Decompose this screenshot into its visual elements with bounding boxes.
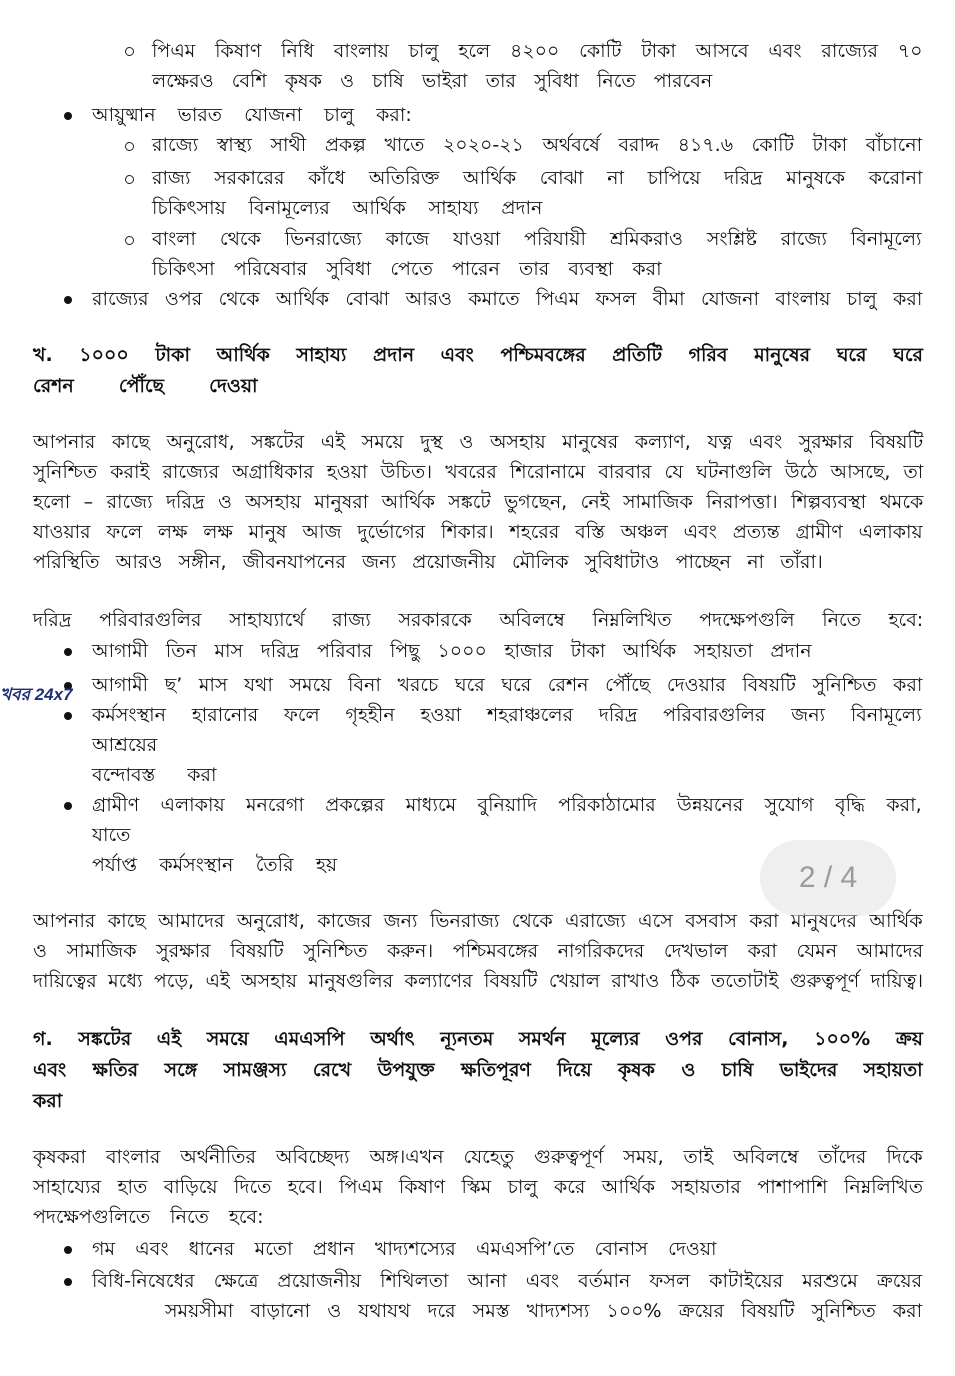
sub-bullet-marker — [125, 142, 134, 151]
section-heading: গ. সঙ্কটের এই সময়ে এমএসপি অর্থাৎ ন্যূনতম সমর্থন মূল্যের ওপর বোনাস, ১০০% ক্রয় — [33, 1028, 923, 1050]
section-heading: রেশন পৌঁছে দেওয়া — [33, 375, 258, 397]
text-line: আগামী তিন মাস দরিদ্র পরিবার পিছু ১০০০ হাজার টাকা আর্থিক সহায়তা প্রদান — [92, 640, 812, 662]
section-heading: করা — [33, 1090, 63, 1112]
text-line: কর্মসংস্থান হারানোর ফলে গৃহহীন হওয়া শহরাঞ্চলের দরিদ্র পরিবারগুলির জন্য বিনামূল্যে — [92, 704, 922, 726]
text-line: লক্ষেরও বেশি কৃষক ও চাষি ভাইরা তার সুবিধা নিতে পারবেন — [152, 70, 713, 92]
bullet-marker — [64, 802, 72, 810]
paragraph-line: আপনার কাছে আমাদের অনুরোধ, কাজের জন্য ভিনরাজ্য থেকে এরাজ্যে এসে বসবাস করা মানুষদের আর্থিক — [33, 910, 923, 932]
page-indicator: 2 / 4 — [760, 840, 896, 916]
bullet-marker — [64, 112, 72, 120]
text-line: আগামী ছ’ মাস যথা সময়ে বিনা খরচে ঘরে ঘরে রেশন পৌঁছে দেওয়ার বিষয়টি সুনিশ্চিত করা — [92, 674, 923, 696]
sub-bullet-marker — [125, 236, 134, 245]
text-line: চিকিৎসায় বিনামূল্যের আর্থিক সাহায্য প্রদান — [152, 197, 543, 219]
text-line: বন্দোবস্ত করা — [92, 764, 217, 786]
bullet-marker — [64, 648, 72, 656]
text-line: গ্রামীণ এলাকায় মনরেগা প্রকল্পের মাধ্যমে বুনিয়াদি পরিকাঠামোর উন্নয়নের সুযোগ বৃদ্ধি করা, — [92, 794, 922, 816]
text-line: পর্যাপ্ত কর্মসংস্থান তৈরি হয় — [92, 854, 338, 876]
bullet-marker — [64, 712, 72, 720]
text-line: সময়সীমা বাড়ানো ও যথাযথ দরে সমস্ত খাদ্যশস্য ১০০% ক্রয়ের বিষয়টি সুনিশ্চিত করা — [165, 1300, 923, 1322]
section-heading: এবং ক্ষতির সঙ্গে সামঞ্জস্য রেখে উপযুক্ত ক্ষতিপূরণ দিয়ে কৃষক ও চাষি ভাইদের সহায়তা — [33, 1059, 923, 1081]
watermark-logo: খবর 24x7 — [0, 685, 73, 704]
paragraph-line: দরিদ্র পরিবারগুলির সাহায্যার্থে রাজ্য সরকারকে অবিলম্বে নিম্নলিখিত পদক্ষেপগুলি নিতে হবে: — [33, 609, 924, 631]
text-line: রাজ্যে স্বাস্থ্য সাথী প্রকল্প খাতে ২০২০-২১ অর্থবর্ষে বরাদ্দ ৪১৭.৬ কোটি টাকা বাঁচানো — [152, 134, 923, 156]
paragraph-line: সুনিশ্চিত করাই রাজ্যের অগ্রাধিকার হওয়া উচিত। খবরের শিরোনামে বারবার যে ঘটনাগুলি উঠে আসছে, তা — [33, 461, 924, 483]
bullet-marker — [64, 1246, 72, 1254]
paragraph-line: পরিস্থিতি আরও সঙ্গীন, জীবনযাপনের জন্য প্রয়োজনীয় মৌলিক সুবিধাটাও পাচ্ছেন না তাঁরা। — [33, 551, 823, 573]
bullet-marker — [64, 296, 72, 304]
sub-bullet-marker — [125, 175, 134, 184]
text-line: গম এবং ধানের মতো প্রধান খাদ্যশস্যের এমএসপি’তে বোনাস দেওয়া — [92, 1238, 717, 1260]
text-line: আশ্রয়ের — [92, 734, 158, 756]
paragraph-line: যাওয়ার ফলে লক্ষ লক্ষ মানুষ আজ দুর্ভোগের শিকার। শহরের বস্তি অঞ্চল এবং প্রত্যন্ত গ্রামীণ এলাকায় — [33, 521, 923, 543]
paragraph-line: হলো – রাজ্যে দরিদ্র ও অসহায় মানুষরা আর্থিক সঙ্কটে ভুগছেন, নেই সামাজিক নিরাপত্তা। শিল্পব্যবস্থা থমকে — [33, 491, 924, 513]
bullet-marker — [64, 1278, 72, 1286]
text-line: বাংলা থেকে ভিনরাজ্যে কাজে যাওয়া পরিযায়ী শ্রমিকরাও সংশ্লিষ্ট রাজ্যে বিনামূল্যে — [152, 228, 922, 250]
paragraph-line: আপনার কাছে অনুরোধ, সঙ্কটের এই সময়ে দুস্থ ও অসহায় মানুষের কল্যাণ, যত্ন এবং সুরক্ষার বিষয়টি — [33, 431, 924, 453]
paragraph-line: দায়িত্বের মধ্যে পড়ে, এই অসহায় মানুষগুলির কল্যাণের বিষয়টি খেয়াল রাখাও ঠিক ততোটাই গুরুত্বপূর্ণ দায়িত্ব। — [33, 970, 924, 992]
paragraph-line: সাহায্যের হাত বাড়িয়ে দিতে হবে। পিএম কিষাণ স্কিম চালু করে আর্থিক সহায়তার পাশাপাশি নিম্নলিখিত — [33, 1176, 924, 1198]
paragraph-line: ও সামাজিক সুরক্ষার বিষয়টি সুনিশ্চিত করুন। পশ্চিমবঙ্গের নাগরিকদের দেখভাল করা যেমন আমাদের — [33, 940, 924, 962]
section-heading: খ. ১০০০ টাকা আর্থিক সাহায্য প্রদান এবং পশ্চিমবঙ্গের প্রতিটি গরিব মানুষের ঘরে ঘরে — [33, 344, 923, 366]
paragraph-line: পদক্ষেপগুলিতে নিতে হবে: — [33, 1206, 264, 1228]
text-line: পিএম কিষাণ নিধি বাংলায় চালু হলে ৪২০০ কোটি টাকা আসবে এবং রাজ্যের ৭০ — [152, 40, 923, 62]
text-line: রাজ্যের ওপর থেকে আর্থিক বোঝা আরও কমাতে পিএম ফসল বীমা যোজনা বাংলায় চালু করা — [92, 288, 923, 310]
text-line: চিকিৎসা পরিষেবার সুবিধা পেতে পারেন তার ব্যবস্থা করা — [152, 258, 662, 280]
text-line: বিধি-নিষেধের ক্ষেত্রে প্রয়োজনীয় শিথিলতা আনা এবং বর্তমান ফসল কাটাইয়ের মরশুমে ক্রয়ের — [92, 1270, 923, 1292]
text-line: আয়ুষ্মান ভারত যোজনা চালু করা: — [92, 104, 412, 126]
sub-bullet-marker — [125, 47, 134, 56]
text-line: যাতে — [92, 824, 131, 846]
paragraph-line: কৃষকরা বাংলার অর্থনীতির অবিচ্ছেদ্য অঙ্গ।এখন যেহেতু গুরুত্বপূর্ণ সময়, তাই অবিলম্বে তাঁদের দিকে — [33, 1146, 923, 1168]
text-line: রাজ্য সরকারের কাঁধে অতিরিক্ত আর্থিক বোঝা না চাপিয়ে দরিদ্র মানুষকে করোনা — [152, 167, 923, 189]
